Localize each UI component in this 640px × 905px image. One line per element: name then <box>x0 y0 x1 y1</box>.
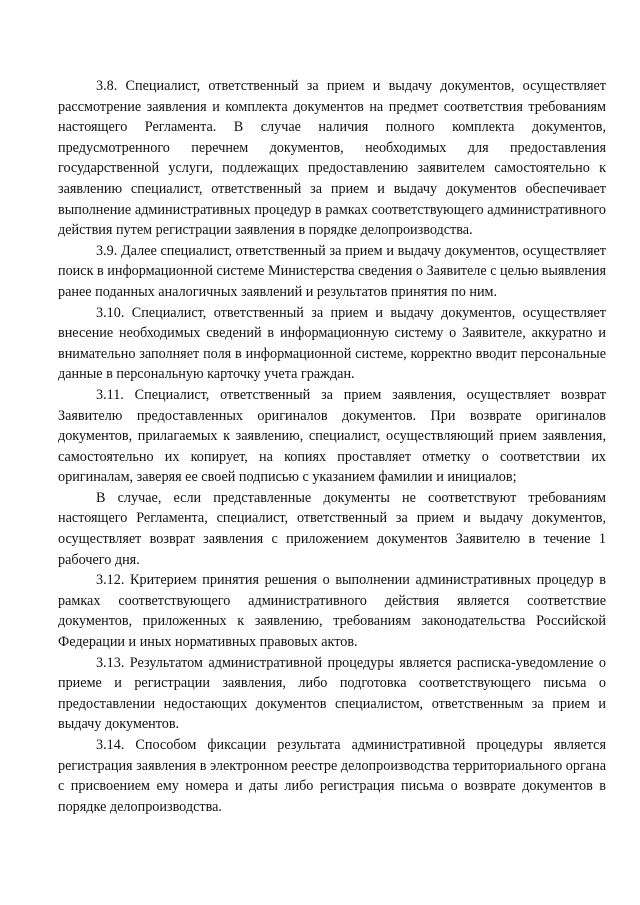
paragraph-return-note: В случае, если представленные документы не соответствуют требованиям настоящего Регламента, специалист, ответственный за прием и выдачу документов, осуществляет возврат заявления с приложением документов Заявителю в течение 1 рабочего дня. <box>58 489 606 568</box>
paragraph-3-13: 3.13. Результатом административной процедуры является расписка-уведомление о приеме и регистрации заявления, либо подготовка соответствующего письма о предоставлении недостающих документов специалистом, ответственным за прием и выдачу документов. <box>58 654 606 733</box>
paragraph-3-12: 3.12. Критерием принятия решения о выполнении административных процедур в рамках соответствующего административного действия является соответствие документов, приложенных к заявлению, требованиям законодательства Российской Федерации и иных нормативных правовых актов. <box>58 572 606 651</box>
paragraph-3-10: 3.10. Специалист, ответственный за прием и выдачу документов, осуществляет внесение необходимых сведений в информационную систему о Заявителе, аккуратно и внимательно заполняет поля в информационной системе, корректно вводит персональные данные в персональную карточку учета граждан. <box>58 304 606 383</box>
paragraph-3-11: 3.11. Специалист, ответственный за прием заявления, осуществляет возврат Заявителю предоставленных оригиналов документов. При возврате оригиналов документов, прилагаемых к заявлению, специалист, осуществляющий прием заявления, самостоятельно их копирует, на копиях проставляет отметку о соответствии их оригиналам, заверяя ее своей подписью с указанием фамилии и инициалов; <box>58 386 606 486</box>
paragraph-3-8: 3.8. Специалист, ответственный за прием и выдачу документов, осуществляет рассмотрение заявления и комплекта документов на предмет соответствия требованиям настоящего Регламента. В случае наличия полного комплекта документов, предусмотренного перечнем документов, необходимых для предоставления государственной услуги, подлежащих предоставлению заявителем самостоятельно к заявлению специалист, ответственный за прием и выдачу документов обеспечивает выполнение административных процедур в рамках соответствующего административного действия путем регистрации заявления в порядке делопроизводства. <box>58 78 606 239</box>
paragraph-3-9: 3.9. Далее специалист, ответственный за прием и выдачу документов, осуществляет поиск в информационной системе Министерства сведения о Заявителе с целью выявления ранее поданных аналогичных заявлений и результатов принятия по ним. <box>58 242 606 300</box>
paragraph-3-14: 3.14. Способом фиксации результата административной процедуры является регистрация заявления в электронном реестре делопроизводства территориального органа с присвоением ему номера и даты либо регистрация письма о возврате документов в порядке делопроизводства. <box>58 737 606 815</box>
document-page <box>58 76 606 817</box>
